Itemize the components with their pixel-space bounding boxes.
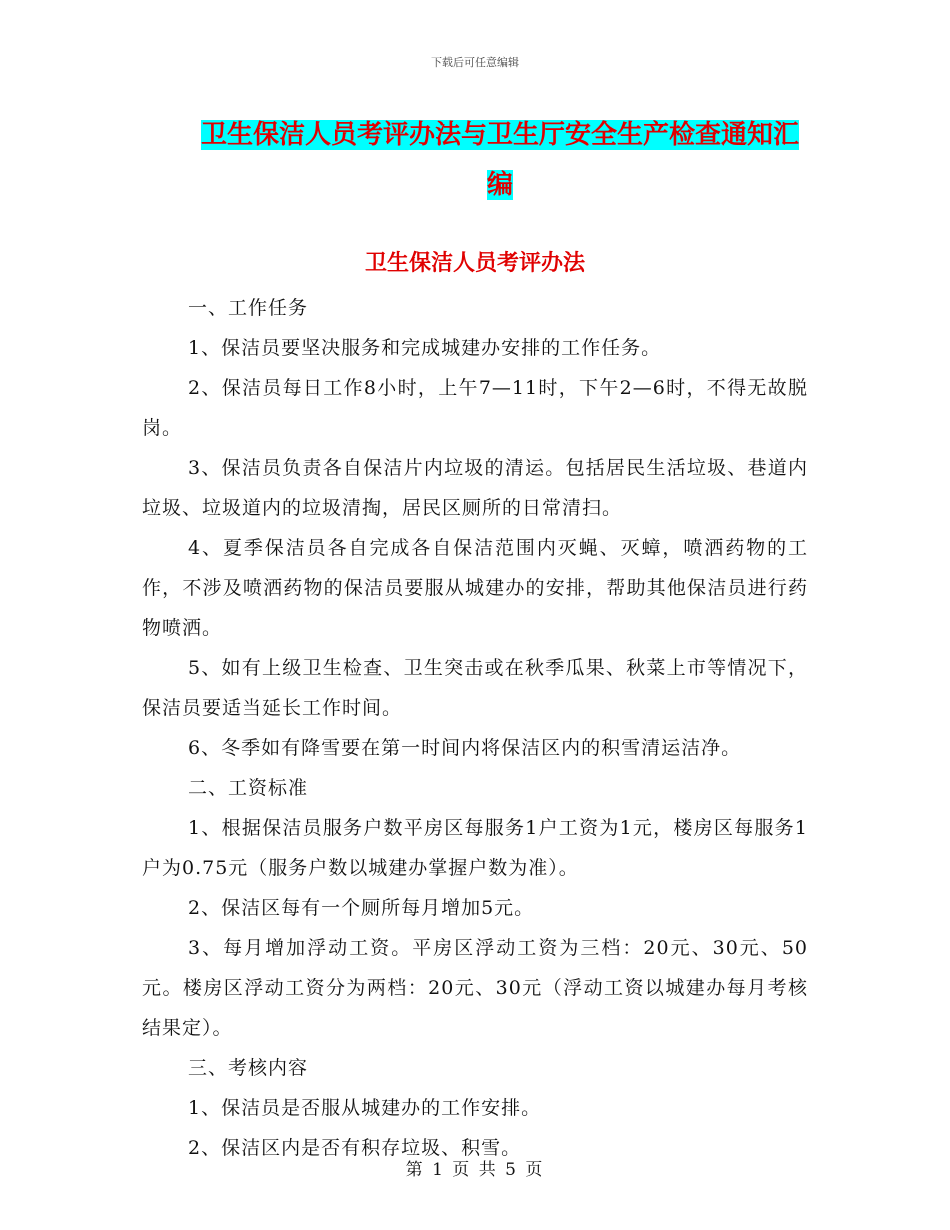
paragraph: 1、保洁员要坚决服务和完成城建办安排的工作任务。 — [188, 337, 662, 359]
paragraph: 6、冬季如有降雪要在第一时间内将保洁区内的积雪清运洁净。 — [188, 737, 742, 759]
paragraph: 2、保洁员每日工作8小时，上午7—11时，下午2—6时，不得无故脱岗。 — [142, 377, 808, 439]
heading-wage-standards: 二、工资标准 — [188, 777, 309, 799]
paragraph: 5、如有上级卫生检查、卫生突击或在秋季瓜果、秋菜上市等情况下，保洁员要适当延长工作时间。 — [142, 657, 808, 719]
header-note: 下载后可任意编辑 — [431, 56, 519, 69]
paragraph: 1、保洁员是否服从城建办的工作安排。 — [188, 1097, 542, 1119]
page-number: 第 1 页 共 5 页 — [405, 1160, 545, 1180]
paragraph: 1、根据保洁员服务户数平房区每服务1户工资为1元，楼房区每服务1户为0.75元（服务户数以城建办掌握户数为准）。 — [142, 817, 808, 879]
paragraph: 4、夏季保洁员各自完成各自保洁范围内灭蝇、灭蟑，喷洒药物的工作，不涉及喷洒药物的保洁员要服从城建办的安排，帮助其他保洁员进行药物喷洒。 — [142, 537, 808, 639]
document-body — [142, 288, 808, 1168]
paragraph: 2、保洁区每有一个厕所每月增加5元。 — [188, 897, 535, 919]
document-title — [190, 110, 810, 210]
document-title-text: 卫生保洁人员考评办法与卫生厅安全生产检查通知汇编 — [200, 120, 799, 200]
heading-assessment-content: 三、考核内容 — [188, 1057, 309, 1079]
section-title: 卫生保洁人员考评办法 — [364, 251, 585, 276]
paragraph: 2、保洁区内是否有积存垃圾、积雪。 — [188, 1137, 522, 1159]
paragraph: 3、保洁员负责各自保洁片内垃圾的清运。包括居民生活垃圾、巷道内垃圾、垃圾道内的垃圾清掏，居民区厕所的日常清扫。 — [142, 457, 808, 519]
heading-work-tasks: 一、工作任务 — [188, 297, 309, 319]
paragraph: 3、每月增加浮动工资。平房区浮动工资为三档：20元、30元、50元。楼房区浮动工资分为两档：20元、30元（浮动工资以城建办每月考核结果定）。 — [142, 937, 808, 1039]
